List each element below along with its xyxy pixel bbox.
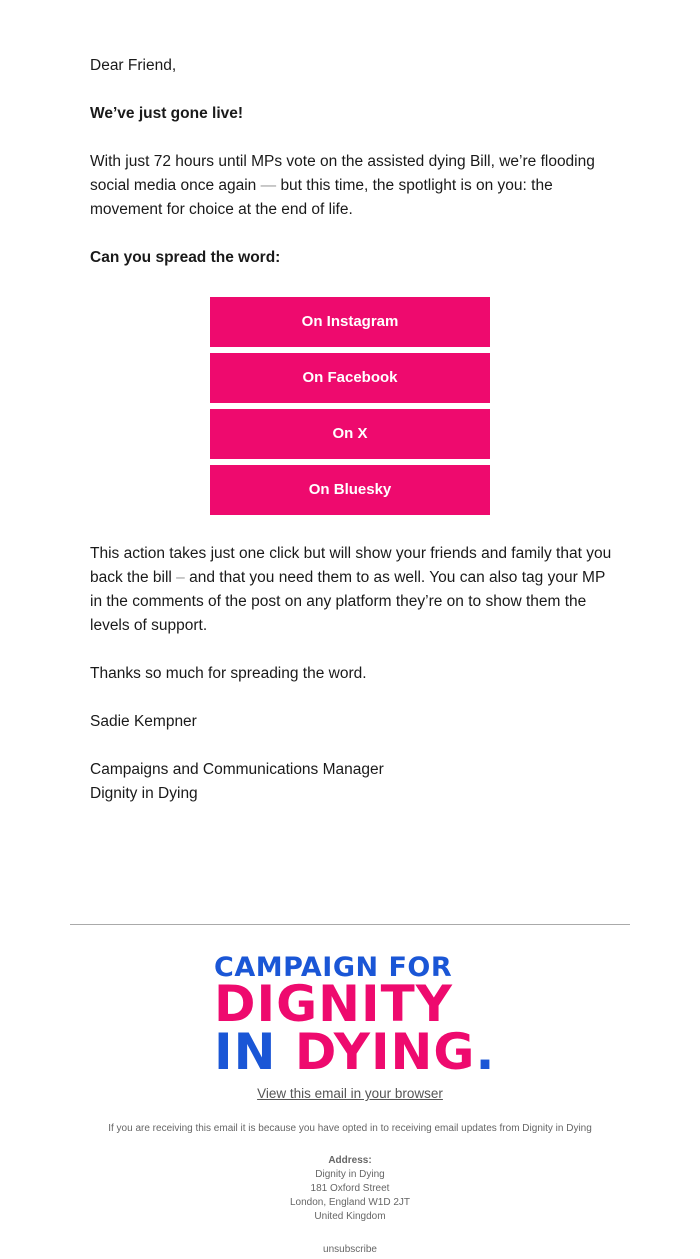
- bluesky-button[interactable]: On Bluesky: [210, 465, 490, 515]
- footer-divider: [70, 924, 630, 925]
- logo-line-2: DIGNITY: [214, 975, 453, 1033]
- optin-notice: If you are receiving this email it is because you have opted in to receiving email updates from Dignity in Dying: [108, 1123, 592, 1134]
- instagram-button[interactable]: On Instagram: [210, 297, 490, 347]
- address-line: United Kingdom: [314, 1211, 386, 1222]
- action-paragraph: This action takes just one click but will show your friends and family that you back the bill – and that you need them to as well. You can also tag your MP in the comments of the post on any platform they’re on to show them the levels of support.: [90, 545, 612, 634]
- address-line: Dignity in Dying: [315, 1169, 385, 1180]
- view-in-browser: [0, 1086, 700, 1101]
- logo-line-1: CAMPAIGN FOR: [214, 952, 453, 983]
- logo-line-3: IN DYING.: [214, 1023, 496, 1081]
- email-body-continued: [90, 542, 620, 830]
- unsubscribe-link[interactable]: unsubscribe: [323, 1244, 377, 1255]
- signer-title: Campaigns and Communications Manager: [90, 761, 384, 778]
- social-buttons: [210, 297, 490, 521]
- signer-org: Dignity in Dying: [90, 785, 198, 802]
- signer-name: Sadie Kempner: [90, 713, 197, 730]
- address-label: Address:: [328, 1155, 372, 1166]
- thanks-text: Thanks so much for spreading the word.: [90, 665, 367, 682]
- intro-paragraph: With just 72 hours until MPs vote on the assisted dying Bill, we’re flooding social media once again — but this time, the spotlight is on you: the movement for choice at the end of life.: [90, 153, 595, 218]
- address-line: London, England W1D 2JT: [289, 1197, 411, 1208]
- greeting: Dear Friend,: [90, 57, 177, 74]
- email-body: [90, 54, 620, 270]
- campaign-logo: [214, 952, 494, 1080]
- spread-word-heading: Can you spread the word:: [90, 249, 281, 266]
- address-block: [0, 1154, 700, 1224]
- view-in-browser-link[interactable]: View this email in your browser: [257, 1086, 443, 1101]
- address-line: 181 Oxford Street: [310, 1183, 390, 1194]
- headline: We’ve just gone live!: [90, 105, 244, 122]
- facebook-button[interactable]: On Facebook: [210, 353, 490, 403]
- unsubscribe: [0, 1244, 700, 1255]
- x-button[interactable]: On X: [210, 409, 490, 459]
